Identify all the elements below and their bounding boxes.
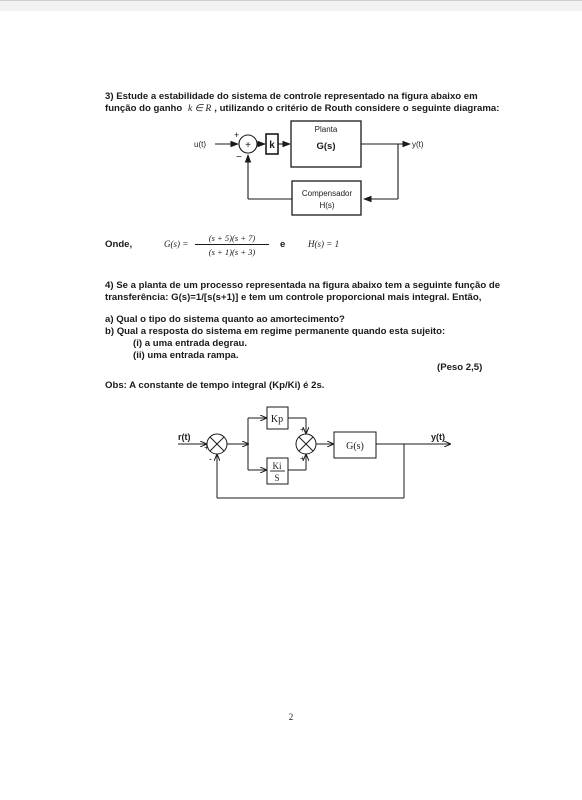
q3-H-equation: H(s) = 1 [308,239,340,249]
q3-sum-symbol: + [245,140,251,151]
q4-text-line1: 4) Se a planta de um processo representada na figura abaixo tem a seguinte função de [105,280,501,291]
q3-compensator-title: Compensador [301,189,353,198]
page-number: 2 [288,712,294,722]
q4-plus-sign-3: + [300,454,305,463]
q3-compensator-tf: H(s) [319,201,335,210]
q4-item-i: (i) a uma entrada degrau. [133,338,248,349]
q4-plus-sign-1: + [204,443,209,452]
q3-plant-title: Planta [314,125,338,134]
q4-item-ii: (ii) uma entrada rampa. [133,350,239,361]
q3-G-numerator: (s + 5)(s + 7) [208,233,256,243]
q3-G-lhs: G(s) = [164,239,189,249]
q4-input-label: r(t) [178,432,191,442]
q3-output-label: y(t) [412,140,424,149]
q3-text-line2-b: , utilizando o critério de Routh considere o seguinte diagrama: [214,103,500,114]
q3-onde-label: Onde, [105,239,133,250]
q4-observation: Obs: A constante de tempo integral (Kp/Ki) é 2s. [105,380,325,391]
q4-kp-label: Kp [270,414,284,425]
q4-question-b: b) Qual a resposta do sistema em regime permanente quando esta sujeito: [105,326,446,337]
q4-question-a: a) Qual o tipo do sistema quanto ao amortecimento? [105,314,345,325]
q4-plant-label: G(s) [346,441,364,452]
q3-text-line2-a: função do ganho [105,103,183,114]
q3-plant-tf: G(s) [316,141,336,152]
q4-s-label: S [274,473,280,483]
q3-text-line1: 3) Estude a estabilidade do sistema de controle representado na figura abaixo em [105,91,478,102]
q3-plus-sign: + [234,130,240,140]
q3-and-label: e [280,239,286,250]
q3-G-denominator: (s + 1)(s + 3) [208,247,256,257]
q3-gain-label: k [269,140,275,151]
q3-gain-domain: k ∈ R [187,103,212,114]
q4-ki-label: Ki [272,461,282,471]
q4-minus-sign: - [209,454,212,464]
q4-plus-sign-2: + [300,425,305,434]
q3-minus-sign: − [236,152,242,163]
q4-output-label: y(t) [431,432,445,442]
q4-text-line2: transferência: G(s)=1/[s(s+1)] e tem um controle proporcional mais integral. Então, [105,292,482,303]
q4-weight: (Peso 2,5) [437,362,483,373]
q3-input-label: u(t) [194,140,206,149]
